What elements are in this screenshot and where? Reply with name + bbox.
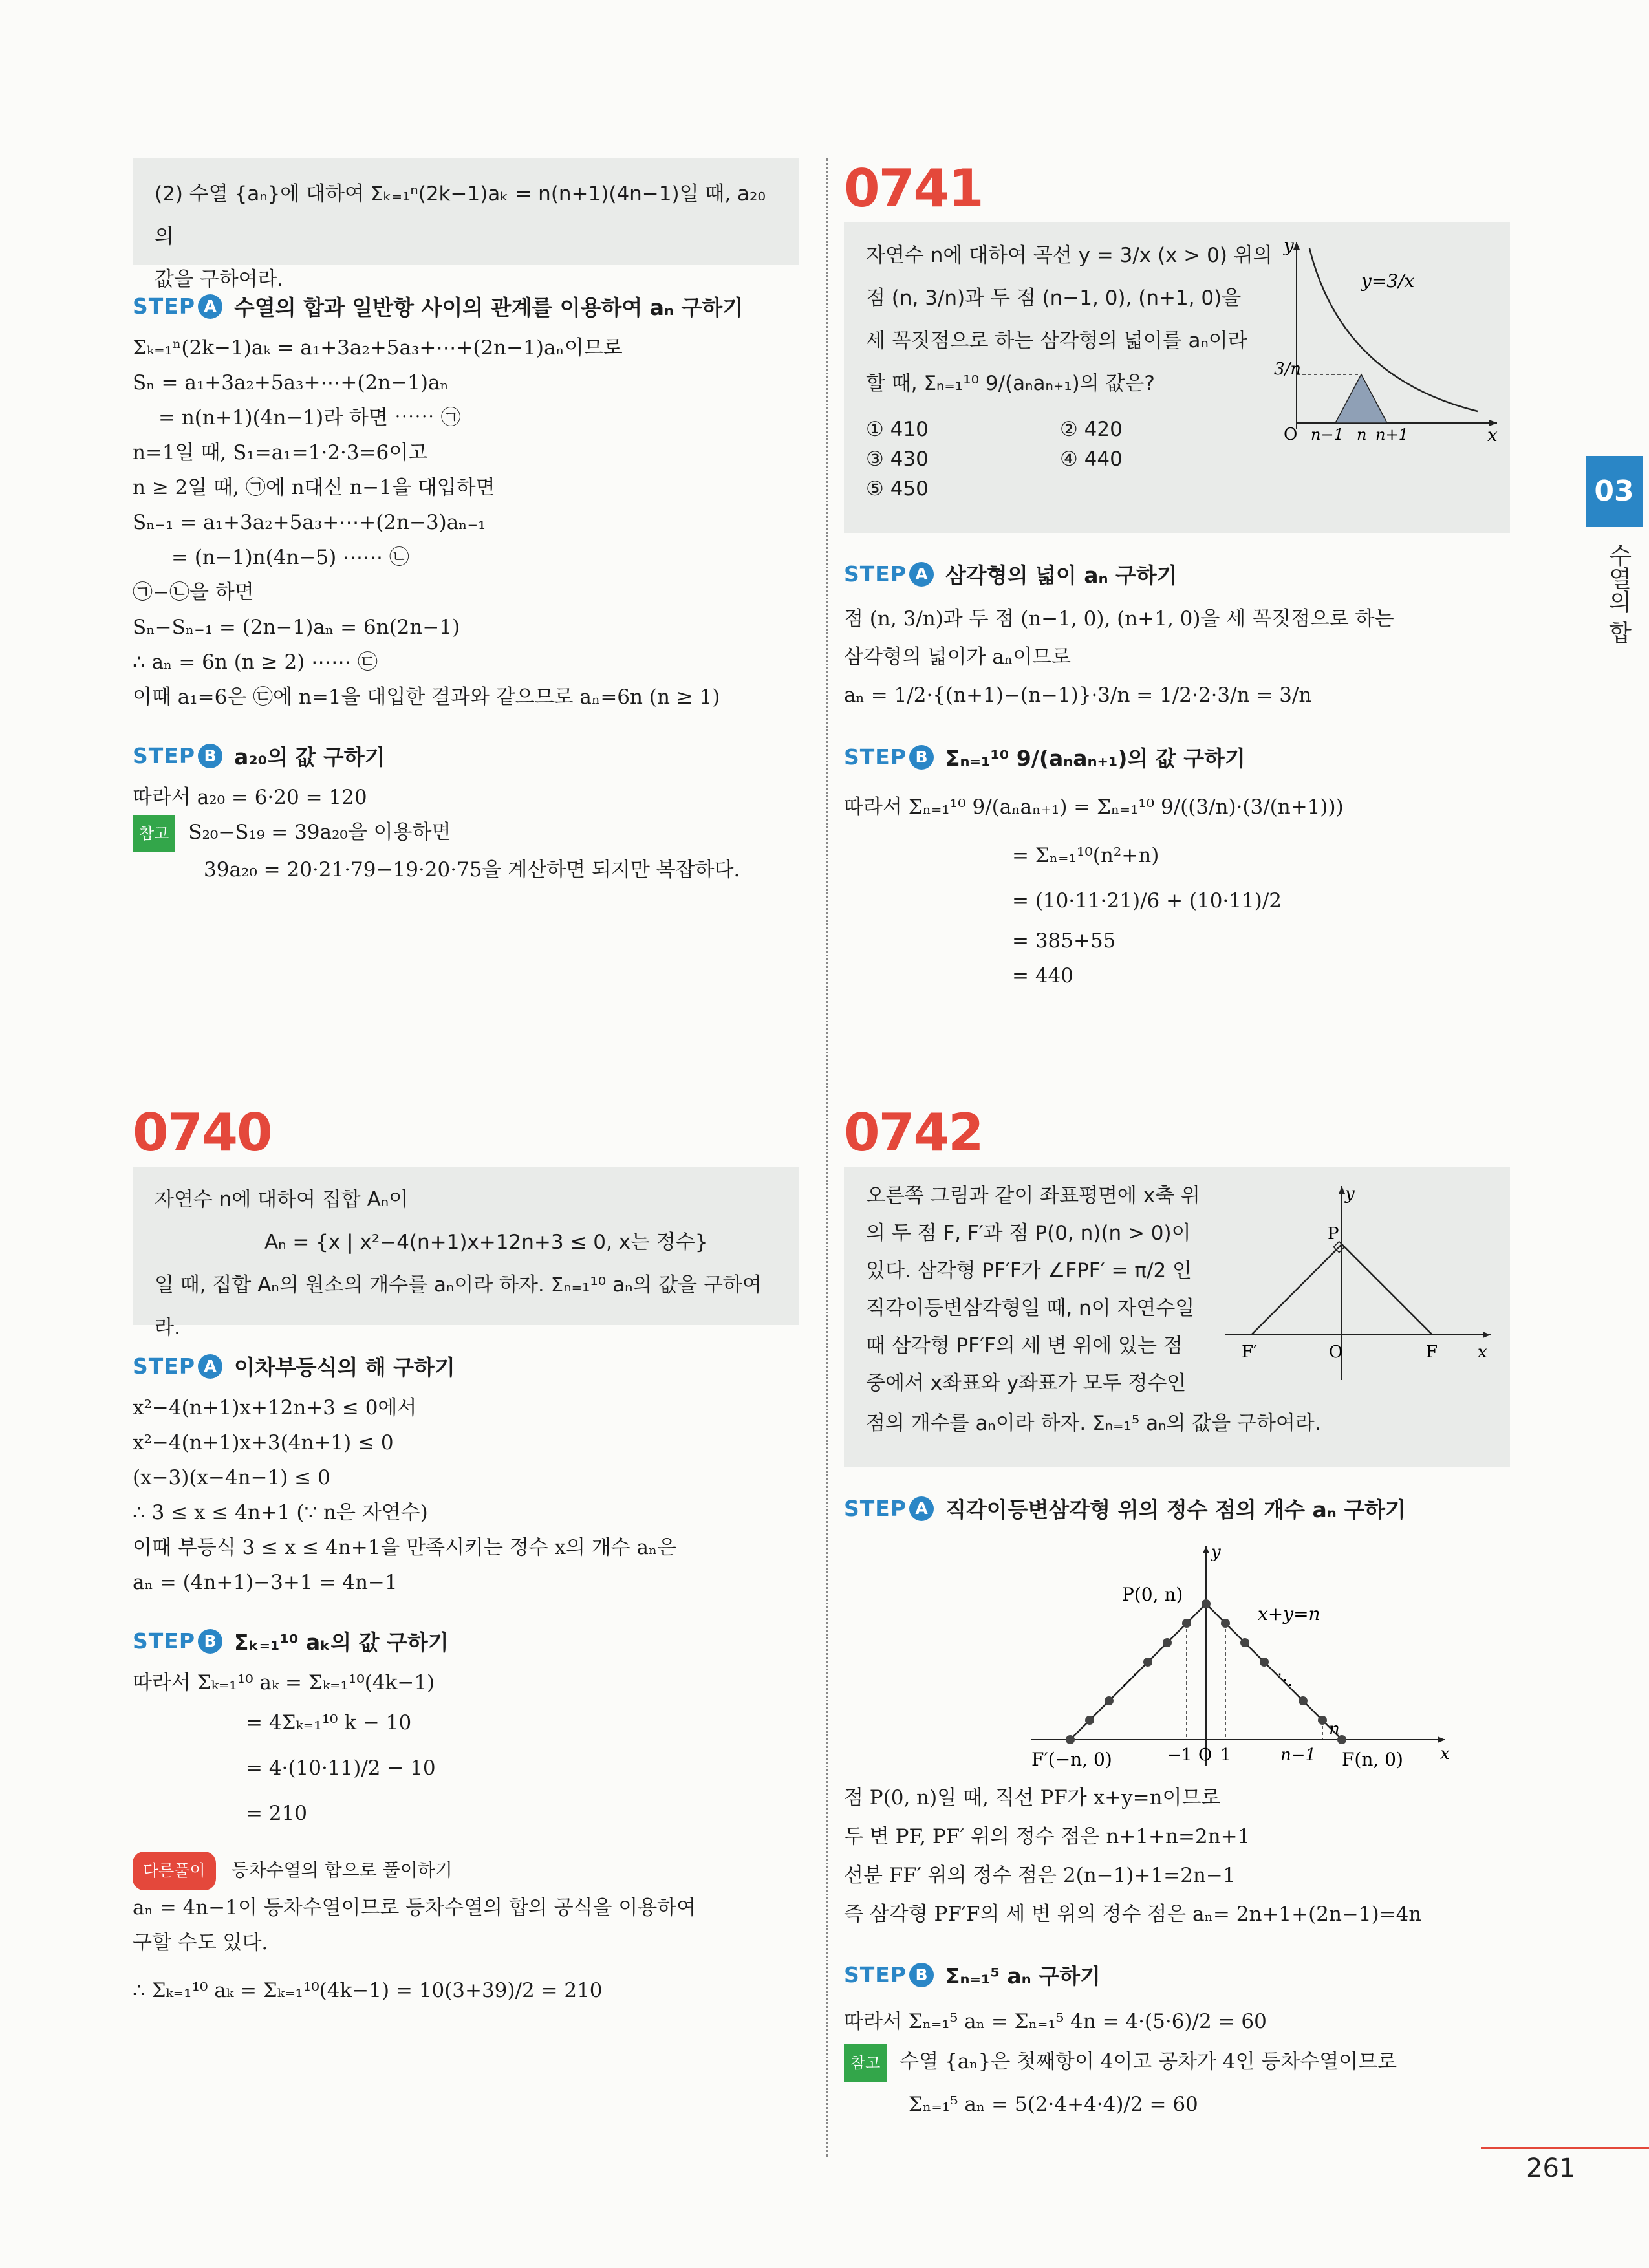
- solution-line: = n(n+1)(4n−1)라 하면 ⋯⋯ ㉠: [158, 406, 461, 429]
- solution-line: Sₙ−Sₙ₋₁ = (2n−1)aₙ = 6n(2n−1): [133, 616, 460, 639]
- solution-line: Sₙ₋₁ = a₁+3a₂+5a₃+⋯+(2n−3)aₙ₋₁: [133, 511, 486, 534]
- solution-line: ∴ 3 ≤ x ≤ 4n+1 (∵ n은 자연수): [133, 1501, 428, 1524]
- step-b-badge: B: [198, 744, 222, 768]
- y-axis-label: y: [1345, 1184, 1355, 1204]
- lattice-points-graph: [1006, 1533, 1458, 1778]
- point-f-prime-label: F′(−n, 0): [1031, 1749, 1112, 1770]
- question-line: 직각이등변삼각형일 때, n이 자연수일: [866, 1297, 1195, 1320]
- svg-text:⋱: ⋱: [1277, 1670, 1293, 1689]
- solution-line: 두 변 PF, PF′ 위의 정수 점은 n+1+n=2n+1: [844, 1825, 1251, 1848]
- question-line: Aₙ = {x | x²−4(n+1)x+12n+3 ≤ 0, x는 정수}: [264, 1231, 708, 1254]
- solution-line: Σₖ₌₁ⁿ(2k−1)aₖ = a₁+3a₂+5a₃+⋯+(2n−1)aₙ이므로: [133, 336, 623, 360]
- point-p-label: P(0, n): [1122, 1584, 1183, 1605]
- solution-line: 따라서 Σₙ₌₁¹⁰ 9/(aₙaₙ₊₁) = Σₙ₌₁¹⁰ 9/((3/n)·(3/(n+1))): [844, 795, 1344, 819]
- choice-3[interactable]: ③ 430: [866, 448, 929, 471]
- problem-number: 0741: [844, 158, 983, 219]
- solution-line: = 385+55: [1012, 929, 1116, 953]
- question-line: (2) 수열 {aₙ}에 대하여 Σₖ₌₁ⁿ(2k−1)aₖ = n(n+1)(4n−1)일 때, a₂₀의: [155, 182, 766, 248]
- step-label: STEP: [133, 1354, 196, 1379]
- y-axis-label: y: [1211, 1542, 1221, 1562]
- step-a-badge: A: [198, 294, 222, 319]
- note-text: 수열 {aₙ}은 첫째항이 4이고 공차가 4인 등차수열이므로: [900, 2050, 1397, 2073]
- solution-line: 삼각형의 넓이가 aₙ이므로: [844, 645, 1072, 669]
- choice-4[interactable]: ④ 440: [1060, 448, 1123, 471]
- x-tick-label: n−1: [1280, 1745, 1317, 1765]
- step-a-header: [844, 1493, 1510, 1524]
- question-box: [133, 158, 799, 291]
- question-line: 할 때, Σₙ₌₁¹⁰ 9/(aₙaₙ₊₁)의 값은?: [866, 372, 1155, 395]
- step-a-title: 수열의 합과 일반항 사이의 관계를 이용하여 aₙ 구하기: [234, 295, 744, 320]
- y-tick-label: 3/n: [1274, 360, 1302, 379]
- x-tick-label: n−1: [1311, 426, 1344, 442]
- problem-0741: [844, 158, 1510, 993]
- solution-line: 즉 삼각형 PF′F의 세 변 위의 정수 점은 aₙ= 2n+1+(2n−1)=4n: [844, 1903, 1422, 1926]
- note-text: S₂₀−S₁₉ = 39a₂₀을 이용하면: [188, 821, 451, 844]
- solution-line: 이때 a₁=6은 ㉢에 n=1을 대입한 결과와 같으므로 aₙ=6n (n ≥ 1): [133, 686, 720, 709]
- question-line: 자연수 n에 대하여 집합 Aₙ이: [155, 1188, 409, 1211]
- step-b-badge: B: [198, 1629, 222, 1654]
- solution-line: = (n−1)n(4n−5) ⋯⋯ ㉡: [171, 546, 409, 569]
- problem-number: 0740: [133, 1103, 272, 1163]
- note-line: [133, 815, 799, 852]
- origin-label: O: [1329, 1343, 1343, 1362]
- step-a-header: [133, 1351, 799, 1381]
- step-label: STEP: [844, 744, 907, 770]
- svg-text:⋰: ⋰: [1122, 1670, 1137, 1689]
- solution-line: (x−3)(x−4n−1) ≤ 0: [133, 1466, 330, 1489]
- point-f-label: F: [1426, 1343, 1438, 1362]
- question-line: 일 때, 집합 Aₙ의 원소의 개수를 aₙ이라 하자. Σₙ₌₁¹⁰ aₙ의 값을 구하여라.: [155, 1273, 762, 1339]
- solution-line: = Σₙ₌₁¹⁰(n²+n): [1012, 844, 1159, 867]
- step-b-title: Σₙ₌₁⁵ aₙ 구하기: [945, 1963, 1101, 1989]
- note-line: 39a₂₀ = 20·21·79−19·20·75을 계산하면 되지만 복잡하다.: [204, 858, 740, 881]
- solution-line: 따라서 Σₖ₌₁¹⁰ aₖ = Σₖ₌₁¹⁰(4k−1): [133, 1671, 435, 1694]
- line-label: x+y=n: [1258, 1603, 1320, 1625]
- curve-label: y=3/x: [1361, 270, 1415, 292]
- x-tick-label: −1: [1167, 1745, 1192, 1765]
- question-box: [133, 1167, 799, 1339]
- question-box: [844, 222, 1510, 533]
- question-line: 의 두 점 F, F′과 점 P(0, n)(n > 0)이: [866, 1222, 1191, 1245]
- x-axis-label: x: [1487, 424, 1498, 442]
- alt-badge: 다른풀이: [133, 1852, 216, 1890]
- step-b-title: Σₙ₌₁¹⁰ 9/(aₙaₙ₊₁)의 값 구하기: [945, 746, 1245, 771]
- question-line: 점의 개수를 aₙ이라 하자. Σₙ₌₁⁵ aₙ의 값을 구하여라.: [866, 1412, 1321, 1435]
- question-line: 점 (n, 3/n)과 두 점 (n−1, 0), (n+1, 0)을: [866, 286, 1242, 310]
- solution-line: 구할 수도 있다.: [133, 1931, 268, 1954]
- note-line: [844, 2044, 1510, 2082]
- solution-line: ㉠−㉡을 하면: [133, 581, 254, 604]
- question-line: 있다. 삼각형 PF′F가 ∠FPF′ = π/2 인: [866, 1259, 1192, 1282]
- solution-line: = (10·11·21)/6 + (10·11)/2: [1012, 889, 1282, 913]
- step-b-badge: B: [909, 1963, 934, 1987]
- solution-line: aₙ = 1/2·{(n+1)−(n−1)}·3/n = 1/2·2·3/n = 3/n: [844, 684, 1312, 707]
- step-a-title: 이차부등식의 해 구하기: [234, 1355, 455, 1380]
- step-label: STEP: [133, 1628, 196, 1654]
- curve-graph: [1264, 235, 1503, 442]
- solution-line: Sₙ = a₁+3a₂+5a₃+⋯+(2n−1)aₙ: [133, 371, 449, 394]
- question-line: 때 삼각형 PF′F의 세 변 위에 있는 점: [866, 1334, 1183, 1357]
- solution-line: = 440: [1012, 964, 1073, 988]
- question-box: [844, 1167, 1510, 1467]
- origin-label: O: [1198, 1745, 1212, 1765]
- solution-line: n ≥ 2일 때, ㉠에 n대신 n−1을 대입하면: [133, 476, 495, 499]
- point-f-label: F(n, 0): [1342, 1749, 1403, 1770]
- question-line: 자연수 n에 대하여 곡선 y = 3/x (x > 0) 위의: [866, 244, 1273, 267]
- x-tick-label: 1: [1220, 1745, 1231, 1765]
- solution-line: aₙ = (4n+1)−3+1 = 4n−1: [133, 1571, 398, 1594]
- question-line: 세 꼭짓점으로 하는 삼각형의 넓이를 aₙ이라: [866, 329, 1247, 352]
- note-badge: 참고: [844, 2044, 887, 2082]
- step-a-badge: A: [909, 562, 934, 587]
- step-b-header: [133, 1626, 799, 1656]
- question-line: 오른쪽 그림과 같이 좌표평면에 x축 위: [866, 1184, 1200, 1207]
- step-label: STEP: [844, 1962, 907, 1987]
- choice-1[interactable]: ① 410: [866, 418, 929, 441]
- step-label: STEP: [844, 1496, 907, 1521]
- step-b-header: [844, 742, 1510, 772]
- step-b-header: [844, 1960, 1510, 1990]
- solution-line: aₙ = 4n−1이 등차수열이므로 등차수열의 합의 공식을 이용하여: [133, 1896, 696, 1919]
- problem-0740: [133, 1103, 799, 2008]
- n-label: n: [1329, 1720, 1340, 1739]
- step-label: STEP: [133, 294, 196, 319]
- step-b-badge: B: [909, 745, 934, 770]
- solution-line: ∴ aₙ = 6n (n ≥ 2) ⋯⋯ ㉢: [133, 651, 378, 674]
- page-rule: [1481, 2147, 1649, 2149]
- note-badge: 참고: [133, 815, 175, 852]
- solution-line: 점 P(0, n)일 때, 직선 PF가 x+y=n이므로: [844, 1786, 1221, 1809]
- step-a-badge: A: [909, 1496, 934, 1521]
- x-tick-label: n+1: [1375, 426, 1408, 442]
- chapter-title: 수열의 합: [1605, 543, 1632, 644]
- problem-0742: [844, 1103, 1510, 2127]
- solution-line: x²−4(n+1)x+3(4n+1) ≤ 0: [133, 1431, 394, 1454]
- solution-line: 따라서 a₂₀ = 6·20 = 120: [133, 786, 367, 809]
- note-line: Σₙ₌₁⁵ aₙ = 5(2·4+4·4)/2 = 60: [909, 2093, 1198, 2116]
- choice-5[interactable]: ⑤ 450: [866, 477, 929, 501]
- solution-line: = 210: [246, 1802, 307, 1825]
- origin-label: O: [1284, 425, 1298, 442]
- x-axis-label: x: [1440, 1744, 1450, 1764]
- point-p-label: P: [1328, 1224, 1339, 1244]
- step-a-title: 직각이등변삼각형 위의 정수 점의 개수 aₙ 구하기: [945, 1497, 1406, 1522]
- solution-line: ∴ Σₖ₌₁¹⁰ aₖ = Σₖ₌₁¹⁰(4k−1) = 10(3+39)/2 = 210: [133, 1979, 603, 2002]
- solution-line: n=1일 때, S₁=a₁=1·2·3=6이고: [133, 441, 428, 464]
- question-line: 중에서 x좌표와 y좌표가 모두 정수인: [866, 1372, 1187, 1395]
- left-top-section: [133, 158, 799, 887]
- solution-line: = 4·(10·11)/2 − 10: [246, 1756, 436, 1780]
- step-label: STEP: [133, 743, 196, 768]
- question-line: 값을 구하여라.: [155, 268, 284, 291]
- step-a-header: [844, 559, 1510, 589]
- column-divider: [826, 158, 828, 2157]
- alt-header: [133, 1852, 799, 1890]
- choice-2[interactable]: ② 420: [1060, 418, 1123, 441]
- y-axis-label: y: [1284, 235, 1294, 256]
- x-axis-label: x: [1478, 1343, 1487, 1362]
- solution-line: 선분 FF′ 위의 정수 점은 2(n−1)+1=2n−1: [844, 1864, 1236, 1887]
- step-b-title: a₂₀의 값 구하기: [234, 744, 385, 770]
- solution-line: = 4Σₖ₌₁¹⁰ k − 10: [246, 1711, 412, 1734]
- step-b-header: [133, 740, 799, 771]
- point-f-prime-label: F′: [1242, 1343, 1257, 1362]
- triangle-graph: [1212, 1173, 1497, 1387]
- step-label: STEP: [844, 561, 907, 587]
- problem-number: 0742: [844, 1103, 983, 1163]
- solution-line: 점 (n, 3/n)과 두 점 (n−1, 0), (n+1, 0)을 세 꼭짓점으로 하는: [844, 607, 1394, 631]
- step-b-title: Σₖ₌₁¹⁰ aₖ의 값 구하기: [234, 1630, 449, 1655]
- step-a-title: 삼각형의 넓이 aₙ 구하기: [945, 563, 1178, 588]
- solution-line: 따라서 Σₙ₌₁⁵ aₙ = Σₙ₌₁⁵ 4n = 4·(5·6)/2 = 60: [844, 2010, 1267, 2033]
- step-a-body: [133, 330, 799, 715]
- page-number: 261: [1526, 2154, 1576, 2183]
- x-tick-label: n: [1357, 426, 1367, 442]
- solution-line: 이때 부등식 3 ≤ x ≤ 4n+1을 만족시키는 정수 x의 개수 aₙ은: [133, 1536, 677, 1559]
- chapter-tab: 03: [1586, 456, 1643, 527]
- step-a-badge: A: [198, 1354, 222, 1379]
- solution-line: x²−4(n+1)x+12n+3 ≤ 0에서: [133, 1396, 417, 1420]
- alt-title: 등차수열의 합으로 풀이하기: [231, 1859, 453, 1881]
